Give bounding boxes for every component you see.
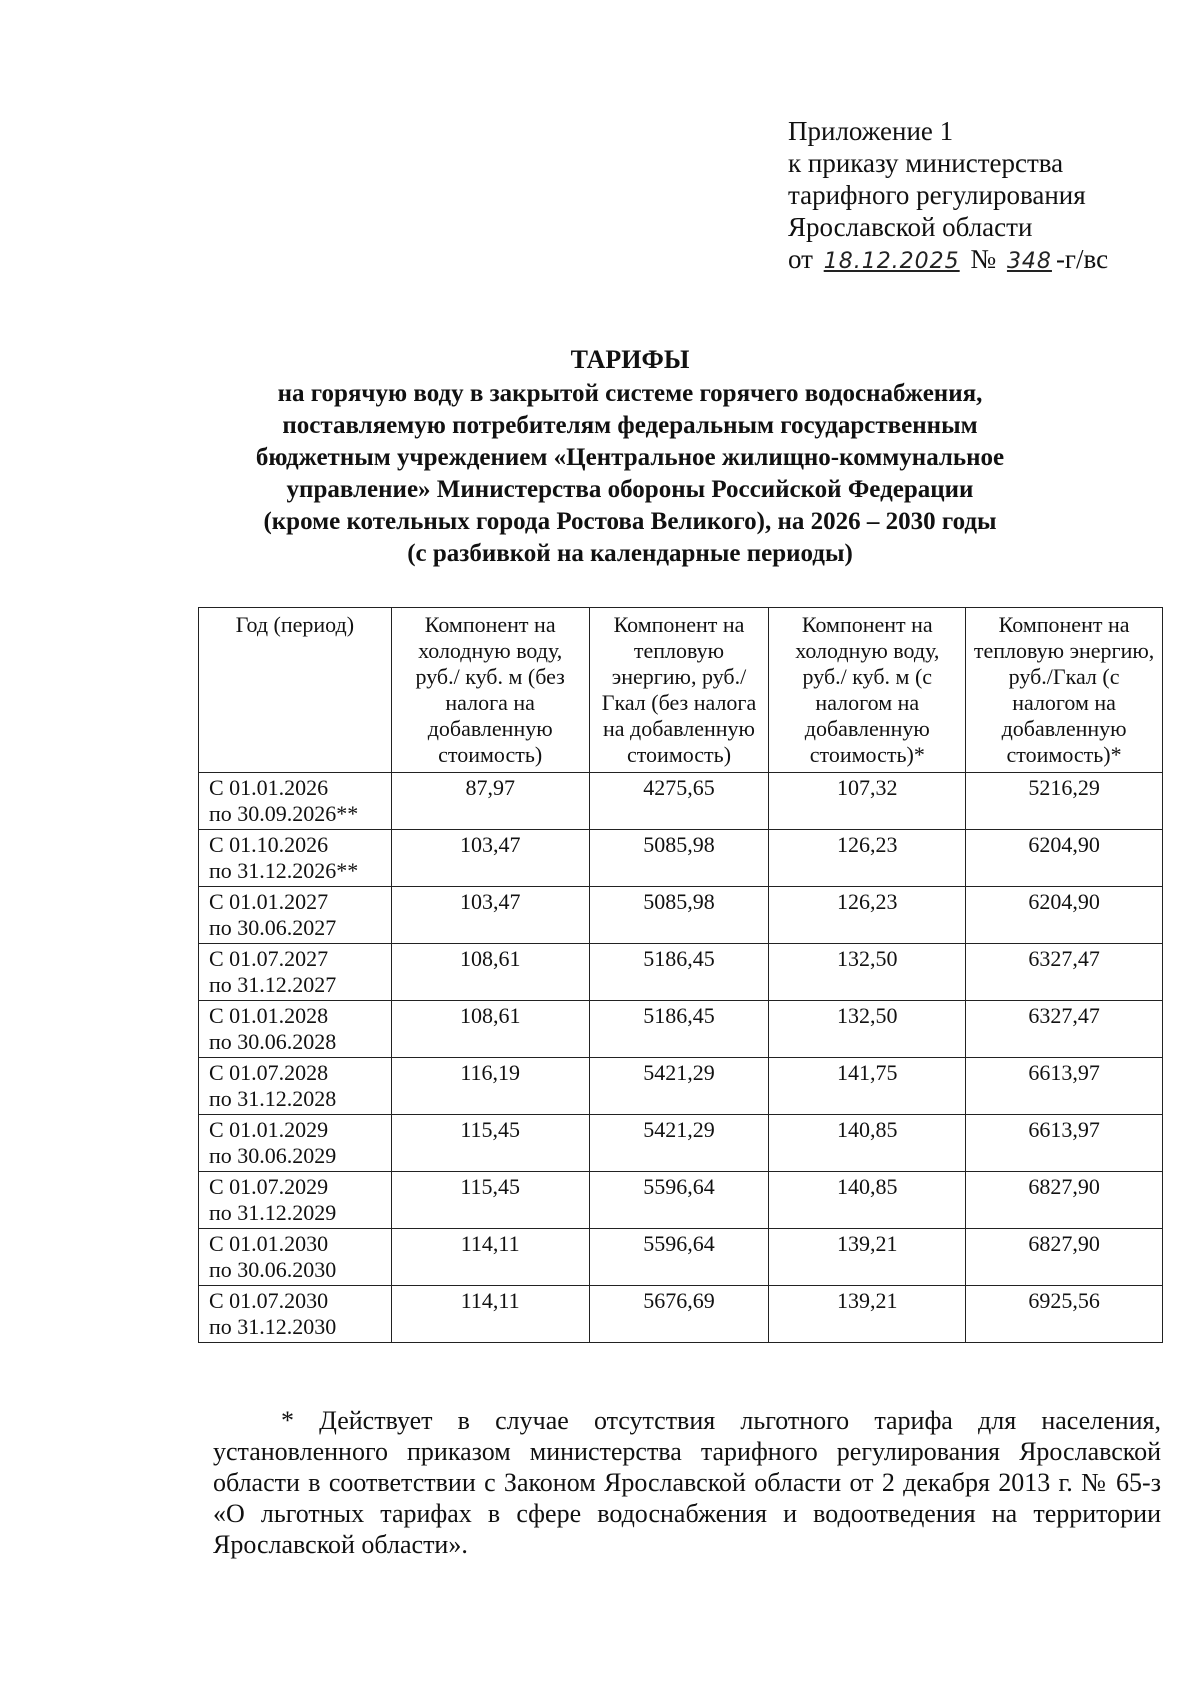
cold-vat-cell: 107,32 [769, 773, 966, 830]
period-cell [199, 773, 392, 830]
heat-vat-cell: 5216,29 [966, 773, 1163, 830]
cold-vat-cell: 126,23 [769, 830, 966, 887]
period-from: С 01.01.2027 [209, 889, 329, 914]
cold-no-vat-cell: 103,47 [391, 830, 589, 887]
table-header-row [199, 608, 1163, 773]
period-to: по 31.12.2026** [209, 858, 359, 883]
period-from: С 01.01.2028 [209, 1003, 329, 1028]
heat-vat-cell: 6327,47 [966, 1001, 1163, 1058]
heat-vat-cell: 6327,47 [966, 944, 1163, 1001]
title-line: на горячую воду в закрытой системе горячего водоснабжения, [277, 380, 983, 407]
table-row [199, 830, 1163, 887]
heat-vat-cell: 6613,97 [966, 1058, 1163, 1115]
period-from: С 01.07.2029 [209, 1174, 329, 1199]
period-from: С 01.07.2027 [209, 946, 329, 971]
period-from: С 01.07.2028 [209, 1060, 329, 1085]
appendix-number-suffix: -г/вс [1055, 244, 1109, 274]
period-cell [199, 944, 392, 1001]
cold-no-vat-cell: 108,61 [391, 944, 589, 1001]
period-from: С 01.07.2030 [209, 1288, 329, 1313]
header-heat-vat: Компонент на тепловую энергию, руб./Гкал (с налогом на добавленную стоимость)* [966, 608, 1163, 773]
period-cell [199, 1172, 392, 1229]
period-to: по 30.06.2028 [209, 1029, 337, 1054]
table-row [199, 1058, 1163, 1115]
heat-no-vat-cell: 5421,29 [589, 1115, 769, 1172]
cold-no-vat-cell: 116,19 [391, 1058, 589, 1115]
cold-no-vat-cell: 114,11 [391, 1229, 589, 1286]
appendix-block [788, 115, 1108, 278]
period-to: по 30.06.2027 [209, 915, 337, 940]
period-cell [199, 1058, 392, 1115]
period-cell [199, 1001, 392, 1058]
appendix-date-prefix: от [788, 244, 813, 274]
cold-no-vat-cell: 87,97 [391, 773, 589, 830]
heat-no-vat-cell: 5596,64 [589, 1229, 769, 1286]
period-cell [199, 887, 392, 944]
title-line: (кроме котельных города Ростова Великого), на 2026 – 2030 годы [263, 508, 997, 535]
heat-vat-cell: 6925,56 [966, 1286, 1163, 1343]
cold-vat-cell: 126,23 [769, 887, 966, 944]
heat-no-vat-cell: 4275,65 [589, 773, 769, 830]
heat-no-vat-cell: 5186,45 [589, 1001, 769, 1058]
period-to: по 30.06.2029 [209, 1143, 337, 1168]
period-to: по 31.12.2030 [209, 1314, 337, 1339]
cold-vat-cell: 132,50 [769, 1001, 966, 1058]
cold-vat-cell: 140,85 [769, 1115, 966, 1172]
header-period: Год (период) [199, 608, 392, 773]
period-from: С 01.10.2026 [209, 832, 329, 857]
cold-no-vat-cell: 115,45 [391, 1115, 589, 1172]
period-to: по 30.09.2026** [209, 801, 359, 826]
table-row [199, 1172, 1163, 1229]
title-line: (с разбивкой на календарные периоды) [407, 540, 853, 567]
cold-no-vat-cell: 108,61 [391, 1001, 589, 1058]
cold-no-vat-cell: 114,11 [391, 1286, 589, 1343]
period-from: С 01.01.2026 [209, 775, 329, 800]
table-row [199, 1229, 1163, 1286]
appendix-number: 348 [1006, 249, 1052, 274]
period-from: С 01.01.2029 [209, 1117, 329, 1142]
heat-no-vat-cell: 5596,64 [589, 1172, 769, 1229]
heat-vat-cell: 6613,97 [966, 1115, 1163, 1172]
appendix-line-1: Приложение 1 [788, 116, 954, 146]
footnote: * Действует в случае отсутствия льготного тарифа для населения, установленного приказом министерства тарифного регулирования Ярославской области в соответствии с Законом Ярославской области от 2 декабря 2013 г. № 65-з «О льготных тарифах в сфере водоснабжения и водоотведения на территории Ярославской области». [213, 1406, 1161, 1559]
period-cell [199, 1286, 392, 1343]
table-row [199, 1001, 1163, 1058]
heat-no-vat-cell: 5676,69 [589, 1286, 769, 1343]
heat-no-vat-cell: 5085,98 [589, 887, 769, 944]
cold-no-vat-cell: 103,47 [391, 887, 589, 944]
period-to: по 31.12.2027 [209, 972, 337, 997]
cold-vat-cell: 140,85 [769, 1172, 966, 1229]
header-cold-vat: Компонент на холодную воду, руб./ куб. м (с налогом на добавленную стоимость)* [769, 608, 966, 773]
table-row [199, 944, 1163, 1001]
period-cell [199, 830, 392, 887]
heat-vat-cell: 6827,90 [966, 1229, 1163, 1286]
cold-vat-cell: 139,21 [769, 1286, 966, 1343]
table-row [199, 1286, 1163, 1343]
appendix-line-2: к приказу министерства [788, 148, 1064, 178]
period-to: по 30.06.2030 [209, 1257, 337, 1282]
heat-vat-cell: 6204,90 [966, 830, 1163, 887]
appendix-date-line [788, 243, 1108, 278]
tariffs-table [198, 607, 1163, 1343]
heat-no-vat-cell: 5085,98 [589, 830, 769, 887]
table-row [199, 887, 1163, 944]
cold-no-vat-cell: 115,45 [391, 1172, 589, 1229]
document-title [180, 344, 1080, 570]
appendix-line-4: Ярославской области [788, 212, 1033, 242]
header-cold-no-vat: Компонент на холодную воду, руб./ куб. м (без налога на добавленную стоимость) [391, 608, 589, 773]
table-row [199, 1115, 1163, 1172]
period-cell [199, 1229, 392, 1286]
title-main: ТАРИФЫ [570, 345, 690, 374]
heat-no-vat-cell: 5421,29 [589, 1058, 769, 1115]
appendix-number-sign: № [970, 244, 997, 274]
heat-vat-cell: 6827,90 [966, 1172, 1163, 1229]
title-line: управление» Министерства обороны Российской Федерации [286, 476, 974, 503]
period-to: по 31.12.2028 [209, 1086, 337, 1111]
cold-vat-cell: 132,50 [769, 944, 966, 1001]
cold-vat-cell: 141,75 [769, 1058, 966, 1115]
period-to: по 31.12.2029 [209, 1200, 337, 1225]
title-line: поставляемую потребителям федеральным государственным [282, 412, 978, 439]
cold-vat-cell: 139,21 [769, 1229, 966, 1286]
heat-no-vat-cell: 5186,45 [589, 944, 769, 1001]
period-from: С 01.01.2030 [209, 1231, 329, 1256]
appendix-line-3: тарифного регулирования [788, 180, 1086, 210]
period-cell [199, 1115, 392, 1172]
appendix-date: 18.12.2025 [823, 249, 960, 274]
title-line: бюджетным учреждением «Центральное жилищно-коммунальное [255, 444, 1005, 471]
header-heat-no-vat: Компонент на тепловую энергию, руб./Гкал (без налога на добавленную стоимость) [589, 608, 769, 773]
table-row [199, 773, 1163, 830]
heat-vat-cell: 6204,90 [966, 887, 1163, 944]
